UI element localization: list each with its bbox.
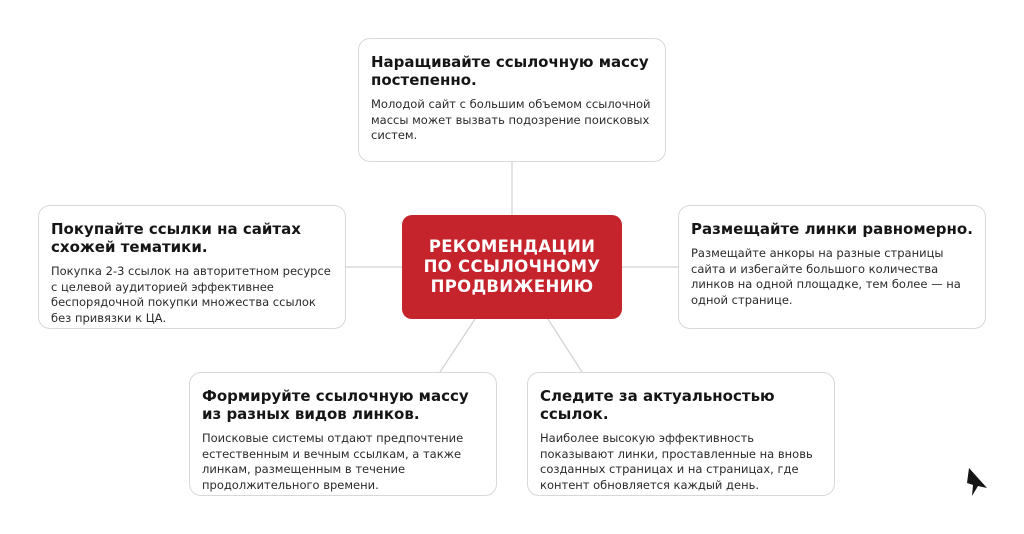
card-top-text: Молодой сайт с большим объемом ссылочной массы может вызвать подозрение поисковых систем. <box>371 97 651 142</box>
center-topic <box>402 215 622 319</box>
card-right-title: Размещайте линки равномерно. <box>691 220 973 238</box>
card-bottom-right-title: Следите за актуальностью ссылок. <box>540 387 775 423</box>
connector-bottom-right <box>548 319 582 372</box>
card-right-text: Размещайте анкоры на разные страницы сайта и избегайте большого количества линков на одной площадке, тем более — на одной странице. <box>691 246 961 307</box>
card-left-title: Покупайте ссылки на сайтах схожей тематики. <box>51 220 301 256</box>
card-bottom-left-title: Формируйте ссылочную массу из разных видов линков. <box>202 387 469 423</box>
cursor-logo-icon <box>962 466 992 498</box>
connector-bottom-left <box>440 319 475 372</box>
card-bottom-left <box>189 372 497 496</box>
card-right <box>678 205 986 329</box>
center-title: РЕКОМЕНДАЦИИ ПО ССЫЛОЧНОМУ ПРОДВИЖЕНИЮ <box>423 237 601 296</box>
card-bottom-right <box>527 372 835 496</box>
card-bottom-right-text: Наиболее высокую эффективность показывают линки, проставленные на вновь созданных страницах и на страницах, где контент обновляется каждый день. <box>540 431 813 492</box>
card-left <box>38 205 346 329</box>
card-bottom-left-text: Поисковые системы отдают предпочтение естественным и вечным ссылкам, а также линкам, размещенным в течение продолжительного времени. <box>202 431 464 492</box>
card-left-text: Покупка 2-3 ссылок на авторитетном ресурсе с целевой аудиторией эффективнее беспорядочной покупки множества ссылок без привязки к ЦА. <box>51 264 331 325</box>
card-top <box>358 38 666 162</box>
card-top-title: Наращивайте ссылочную массу постепенно. <box>371 53 649 89</box>
